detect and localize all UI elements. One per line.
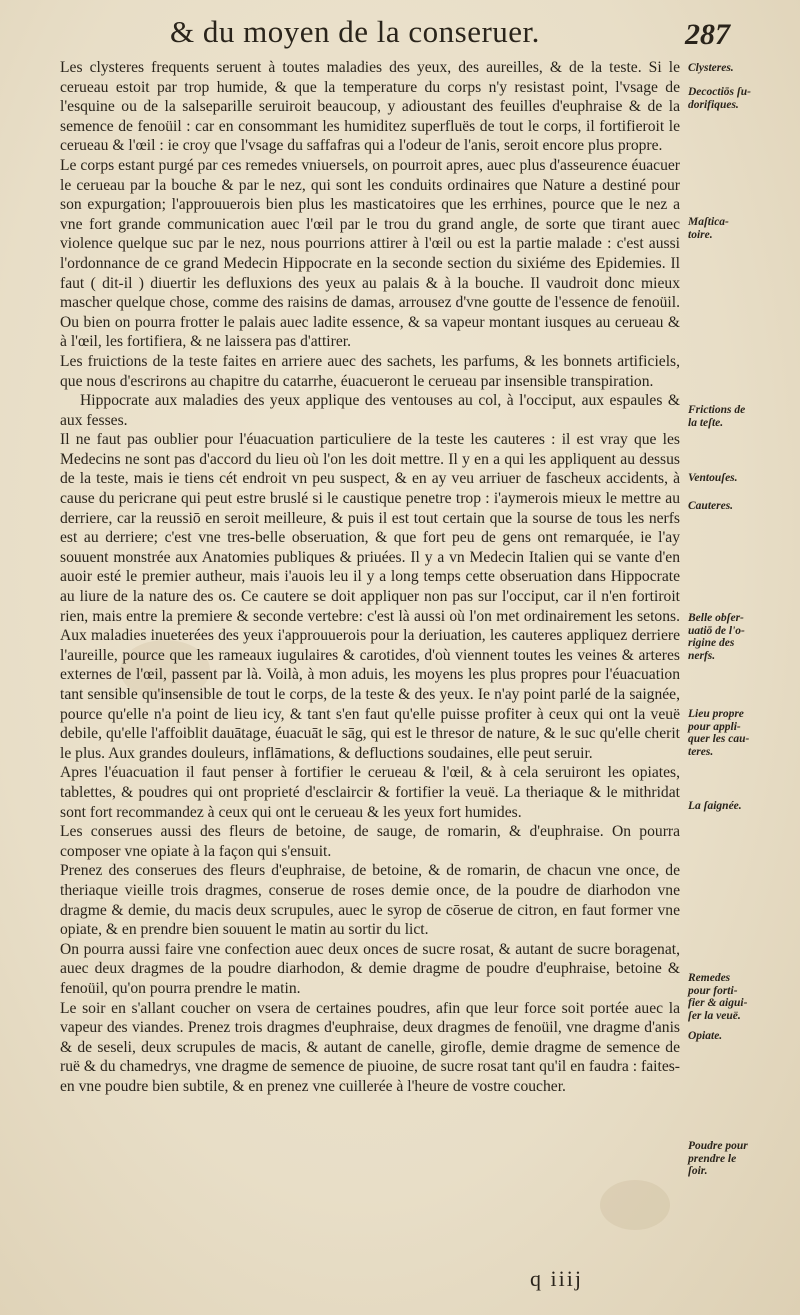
paragraph: Les conserues aussi des fleurs de betoine, de sauge, de romarin, & d'euphraise. On pourra composer vne opiate à la façon qui s'ensuit. <box>60 823 680 860</box>
margin-note: Opiate. <box>688 1030 723 1042</box>
paragraph: Le corps estant purgé par ces remedes vniuersels, on pourroit apres, auec plus d'asseurence éuacuer le cerueau par la bouche & par le nez, qui sont les conduits ordinaires que Nature a destiné pour son expurgation; l'approuuerois bien plus les masticatoires que les errhines, pource que le nez a vne fort grande communication auec l'œil par le trou du grand angle, de sorte que tirant auec violence quelque suc par le nez, nous pourrions attirer à l'œil ou est la partie malade : c'est aussi l'ordonnance de ce grand Medecin Hippocrate en la seconde section du sixiéme des Epidemies. Il faut ( dit-il ) diuertir les defluxions des yeux au palais & à la bouche. Il vaudroit donc mieux mascher quelque chose, comme des raisins de damas, arrousez d'vne goutte de l'essence de fenoüil. Ou bien on pourra frotter le palais auec ladite essence, & sa vapeur montant iusques au cerueau & à l'œil, les fortifiera, & ne laissera pas d'attirer. <box>60 156 680 351</box>
main-text <box>60 58 680 1096</box>
running-head: & du moyen de la conseruer. <box>170 14 540 49</box>
paragraph: Il ne faut pas oublier pour l'éuacuation particuliere de la teste les cauteres : il est vray que les Medecins ne sont pas d'accord du lieu où l'on les doit mettre. Il y en a qui les appliquent au dessus de la teste, mais ie tiens cét endroit vn peu suspect, & en ay veu arriuer de fascheux accidents, à cause du pericrane qui peut estre bruslé si le caustique penetre trop : i'aymerois mieux le mettre au derriere, car la reussiō en seroit meilleure, & puis il est tout certain que la sourse de tous les nerfs est au derriere; c'est vne tres-belle obseruation, & que fort peu de gens ont remarquée, ie l'ay souuent monstrée aux Anatomies publiques & priuées. Il y a vn Medecin Italien qui se vante d'en auoir esté le premier autheur, mais i'auois leu il y a long temps cette obseruation dans Hippocrate au liure de la nature des os. Ce cautere se doit appliquer non pas sur l'occiput, car il n'en fortiroit rien, mais entre la premiere & seconde vertebre: c'est là aussi où l'on met ordinairement les setons. Aux maladies inueterées des yeux i'approuuerois pour la deriuation, les cauteres appliquez derriere l'aureille, pource que les rameaux iugulaires & carotides, d'où viennent toutes les veines & arteres externes de l'œil, passent par là. Voilà, à mon aduis, les moyens les plus propres pour l'éuacuation tant sensible qu'insensible de tout le corps, de la teste & des yeux. Ie n'ay point parlé de la saignée, pource qu'elle n'a point de lieu icy, & tant s'en faut qu'elle puisse profiter à ceux qui ont la veuë debile, qu'elle l'affoiblit dauātage, éuacuāt le sāg, qui est le thresor de nature, & le suc qu'elle cherit le plus. Aux grandes douleurs, inflāmations, & defluctions soudaines, elle peut seruir. <box>60 431 680 762</box>
margin-note: Frictions de la teſte. <box>688 404 746 429</box>
margin-note: Belle obſer- uatiō de l'o- rigine des nerfs. <box>688 612 745 662</box>
paper-stain <box>600 1180 670 1230</box>
paragraph: Les fruictions de la teste faites en arriere auec des sachets, les parfums, & les bonnets artificiels, que nous d'escrirons au chapitre du catarrhe, éuacueront le cerueau par insensible transpiration. <box>60 352 680 390</box>
page-number: 287 <box>685 18 730 51</box>
paragraph: Apres l'éuacuation il faut penser à fortifier le cerueau & l'œil, & à cela seruiront les opiates, tablettes, & poudres qui ont proprieté d'esclaircir & fortifier la veuë. La theriaque & le mithridat sont fort recommandez à ceux qui ont le cerueau & les yeux fort humides. <box>60 764 680 821</box>
signature-mark: q iiij <box>530 1266 583 1291</box>
margin-note: Lieu propre pour appli- quer les cau- teres. <box>688 708 750 758</box>
margin-note: La ſaignée. <box>688 800 742 812</box>
page-header <box>170 14 730 60</box>
paragraph: On pourra aussi faire vne confection auec deux onces de sucre rosat, & autant de sucre boragenat, auec deux dragmes de la poudre diarhodon, & demie dragme de poudre d'euphraise, betoine & fenoüil, qu'on pourra prendre le matin. <box>60 940 680 997</box>
paragraph: Prenez des conserues des fleurs d'euphraise, de betoine, & de romarin, de chacun vne once, de theriaque vieille trois dragmes, conserue de roses demie once, de la poudre de diarhodon vne dragme & demie, du macis deux scrupules, auec le syrop de cōserue de citron, en faut former vne opiate, & en prendre bien souuent le matin au sortir du lict. <box>60 862 680 939</box>
margin-note: Maſtica- toire. <box>688 216 729 241</box>
margin-note: Cauteres. <box>688 500 734 512</box>
paragraph: Le soir en s'allant coucher on vsera de certaines poudres, afin que leur force soit portée auec la vapeur des viandes. Prenez trois dragmes d'euphraise, deux dragmes de fenoüil, vne dragme d'anis & de seseli, deux scrupules de macis, & autant de canelle, girofle, demie dragme de semence de ruë & du chamedrys, vne dragme de semence de piuoine, de sucre rosat tant qu'il en faudra : faites-en vne poudre bien subtile, & en prenez vne cuillerée à l'heure de vostre coucher. <box>60 999 680 1095</box>
paragraph: Les clysteres frequents seruent à toutes maladies des yeux, des aureilles, & de la teste. Si le cerueau estoit par trop humide, & que la temperature du corps n'y resistast point, l'vsage de l'esquine ou de la salseparille seruiroit beaucoup, y adioustant des feuilles d'euphraise & de la semence de fenoüil : car en consommant les humiditez superfluës de tout le corps, il fortifieroit le cerueau & l'œil : ie croy que l'vsage du saffafras qui a l'odeur de l'anis, seroit encore plus propre. <box>60 59 680 155</box>
margin-note: Remedes pour forti- fier & aigui- ſer la veuë. <box>688 972 748 1022</box>
margin-note: Ventouſes. <box>688 472 738 484</box>
margin-note: Decoctiōs ſu- dorifiques. <box>688 86 751 111</box>
paragraph: Hippocrate aux maladies des yeux applique des ventouses au col, à l'occiput, aux espaules & aux fesses. <box>60 392 680 429</box>
margin-note: Poudre pour prendre le ſoir. <box>688 1140 748 1177</box>
margin-note: Clysteres. <box>688 62 734 74</box>
